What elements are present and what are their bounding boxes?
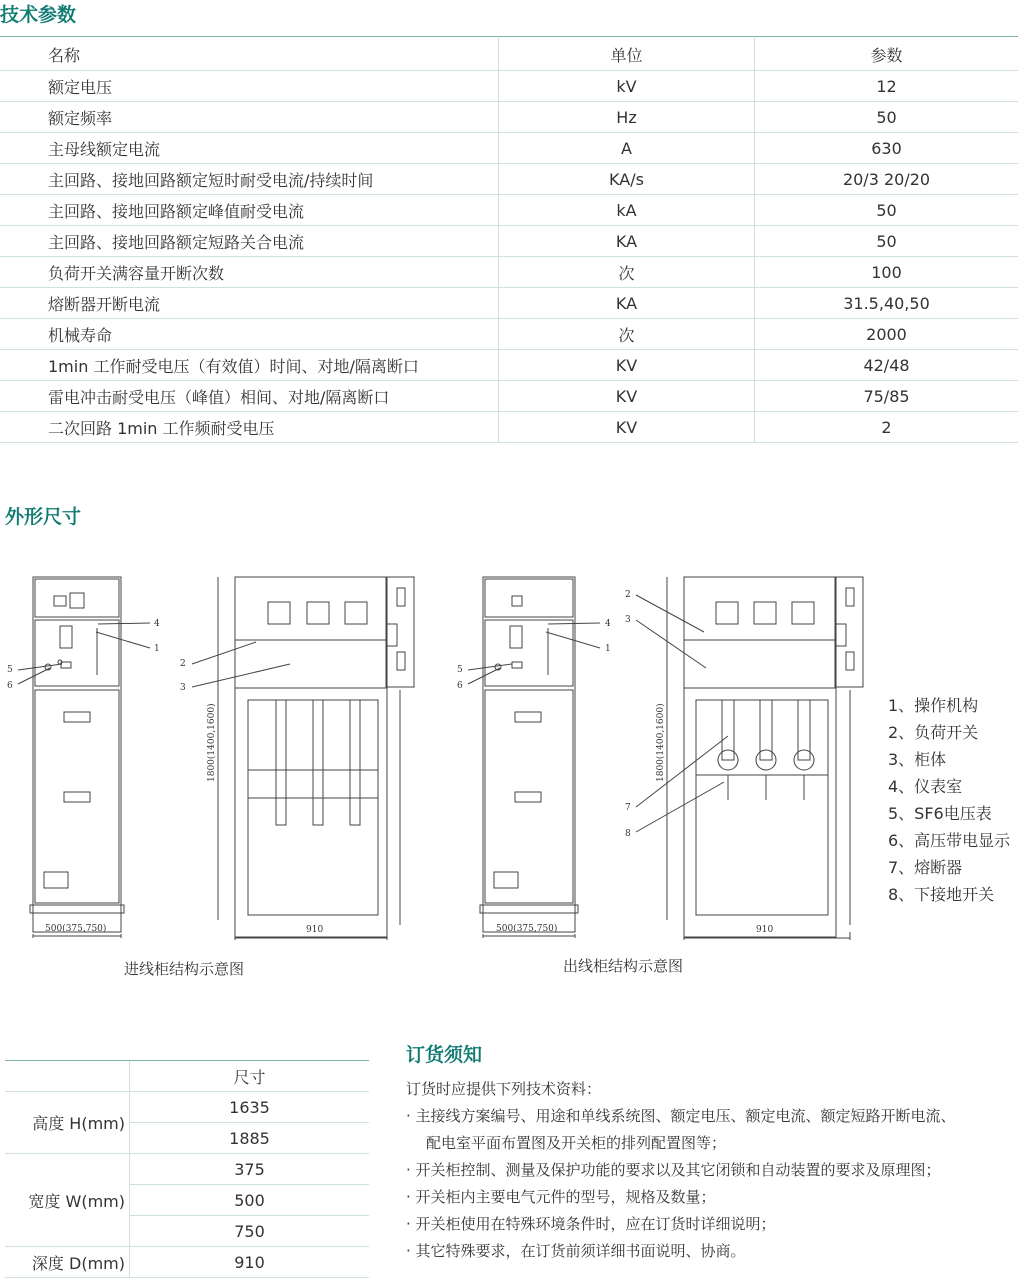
param-unit: A <box>499 133 755 164</box>
param-unit: KA <box>499 226 755 257</box>
legend-item: 5、SF6电压表 <box>888 804 992 823</box>
table-row <box>5 1154 369 1185</box>
part-number-6-right: 6 <box>457 681 463 691</box>
param-name: 主回路、接地回路额定短时耐受电流/持续时间 <box>0 164 499 195</box>
width-value: 750 <box>130 1216 370 1247</box>
param-name: 二次回路 1min 工作频耐受电压 <box>0 412 499 443</box>
param-unit: 次 <box>499 257 755 288</box>
dimensions-table <box>5 1061 369 1278</box>
header-unit: 单位 <box>499 38 755 71</box>
outgoing-side-view <box>684 577 863 937</box>
outgoing-front-view <box>480 577 578 932</box>
part-number-8: 8 <box>625 829 631 839</box>
legend-item: 8、下接地开关 <box>888 885 995 904</box>
depth-label: 深度 D(mm) <box>5 1247 130 1278</box>
table-row <box>0 319 1018 350</box>
legend-item: 6、高压带电显示 <box>888 831 1011 850</box>
table-row <box>0 381 1018 412</box>
param-value: 12 <box>755 71 1019 102</box>
param-unit: Hz <box>499 102 755 133</box>
param-name: 机械寿命 <box>0 319 499 350</box>
width-value: 500 <box>130 1185 370 1216</box>
height-dimension-right: 1800(1400,1600) <box>656 703 666 782</box>
param-name: 主回路、接地回路额定峰值耐受电流 <box>0 195 499 226</box>
table-header-row <box>0 38 1018 71</box>
param-name: 1min 工作耐受电压（有效值）时间、对地/隔离断口 <box>0 350 499 381</box>
tech-section-title: 技术参数 <box>0 4 77 26</box>
part-number-3-right: 3 <box>625 615 631 625</box>
param-name: 雷电冲击耐受电压（峰值）相间、对地/隔离断口 <box>0 381 499 412</box>
order-item: · 开关柜控制、测量及保护功能的要求以及其它闭锁和自动装置的要求及原理图； <box>406 1161 941 1179</box>
part-number-5-left: 5 <box>7 665 13 675</box>
width-dimension-right: 500(375,750) <box>496 924 558 934</box>
width-dimension-left: 500(375,750) <box>45 924 107 934</box>
param-name: 主回路、接地回路额定短路关合电流 <box>0 226 499 257</box>
depth-value: 910 <box>130 1247 370 1278</box>
table-row <box>0 412 1018 443</box>
part-number-4-left: 4 <box>154 619 160 629</box>
width-label: 宽度 W(mm) <box>5 1154 130 1247</box>
param-unit: kV <box>499 71 755 102</box>
param-unit: kA <box>499 195 755 226</box>
order-item: · 开关柜内主要电气元件的型号，规格及数量； <box>406 1188 716 1206</box>
parts-legend <box>888 692 1010 908</box>
param-unit: KV <box>499 381 755 412</box>
param-unit: 次 <box>499 319 755 350</box>
table-row <box>0 71 1018 102</box>
table-row <box>0 164 1018 195</box>
height-label: 高度 H(mm) <box>5 1092 130 1154</box>
part-number-1-right: 1 <box>605 644 611 654</box>
param-value: 2 <box>755 412 1019 443</box>
outgoing-cabinet-caption: 出线柜结构示意图 <box>563 957 684 975</box>
legend-item: 7、熔断器 <box>888 858 963 877</box>
param-unit: KA/s <box>499 164 755 195</box>
param-value: 20/3 20/20 <box>755 164 1019 195</box>
order-notes <box>406 1076 1024 1265</box>
param-name: 主母线额定电流 <box>0 133 499 164</box>
table-row <box>0 195 1018 226</box>
part-number-2-right: 2 <box>625 590 631 600</box>
part-number-4-right: 4 <box>605 619 611 629</box>
table-row <box>0 288 1018 319</box>
header-name: 名称 <box>0 38 499 71</box>
param-name: 熔断器开断电流 <box>0 288 499 319</box>
width-value: 375 <box>130 1154 370 1185</box>
param-unit: KV <box>499 350 755 381</box>
part-number-1-left: 1 <box>154 644 160 654</box>
param-value: 100 <box>755 257 1019 288</box>
header-value: 参数 <box>755 38 1019 71</box>
table-row <box>5 1092 369 1123</box>
order-intro: 订货时应提供下列技术资料： <box>406 1080 602 1098</box>
param-name: 额定电压 <box>0 71 499 102</box>
dims-header: 尺寸 <box>130 1061 370 1092</box>
order-item-continued: 配电室平面布置图及开关柜的排列配置图等； <box>426 1134 727 1152</box>
legend-item: 3、柜体 <box>888 750 947 769</box>
order-item: · 其它特殊要求，在订货前须详细书面说明、协商。 <box>406 1242 746 1260</box>
param-value: 50 <box>755 102 1019 133</box>
table-row <box>0 350 1018 381</box>
height-value: 1635 <box>130 1092 370 1123</box>
table-row <box>0 133 1018 164</box>
table-row <box>5 1247 369 1278</box>
table-row <box>5 1061 369 1092</box>
table-row <box>0 102 1018 133</box>
legend-item: 1、操作机构 <box>888 696 979 715</box>
depth-dimension-right: 910 <box>756 925 774 935</box>
param-value: 75/85 <box>755 381 1019 412</box>
part-number-6-left: 6 <box>7 681 13 691</box>
param-value: 31.5,40,50 <box>755 288 1019 319</box>
depth-dimension-left: 910 <box>306 925 324 935</box>
param-name: 负荷开关满容量开断次数 <box>0 257 499 288</box>
table-row <box>0 257 1018 288</box>
param-unit: KA <box>499 288 755 319</box>
param-unit: KV <box>499 412 755 443</box>
cabinet-diagrams <box>0 560 1024 980</box>
incoming-cabinet-caption: 进线柜结构示意图 <box>124 960 245 978</box>
incoming-front-view <box>30 577 124 932</box>
order-section-title: 订货须知 <box>406 1044 483 1066</box>
legend-item: 4、仪表室 <box>888 777 963 796</box>
param-value: 50 <box>755 195 1019 226</box>
param-value: 42/48 <box>755 350 1019 381</box>
param-value: 630 <box>755 133 1019 164</box>
param-value: 2000 <box>755 319 1019 350</box>
height-value: 1885 <box>130 1123 370 1154</box>
param-name: 额定频率 <box>0 102 499 133</box>
height-dimension-left: 1800(1400,1600) <box>207 703 217 782</box>
param-value: 50 <box>755 226 1019 257</box>
part-number-7: 7 <box>625 803 631 813</box>
incoming-side-view <box>235 577 414 937</box>
part-number-3-left: 3 <box>180 683 186 693</box>
order-item: · 主接线方案编号、用途和单线系统图、额定电压、额定电流、额定短路开断电流、 <box>406 1107 956 1125</box>
outline-section-title: 外形尺寸 <box>5 506 82 528</box>
table-row <box>0 226 1018 257</box>
tech-params-table <box>0 38 1018 443</box>
part-number-2-left: 2 <box>180 659 186 669</box>
tech-top-rule <box>0 36 1018 37</box>
part-number-5-right: 5 <box>457 665 463 675</box>
order-item: · 开关柜使用在特殊环境条件时，应在订货时详细说明； <box>406 1215 776 1233</box>
legend-item: 2、负荷开关 <box>888 723 979 742</box>
